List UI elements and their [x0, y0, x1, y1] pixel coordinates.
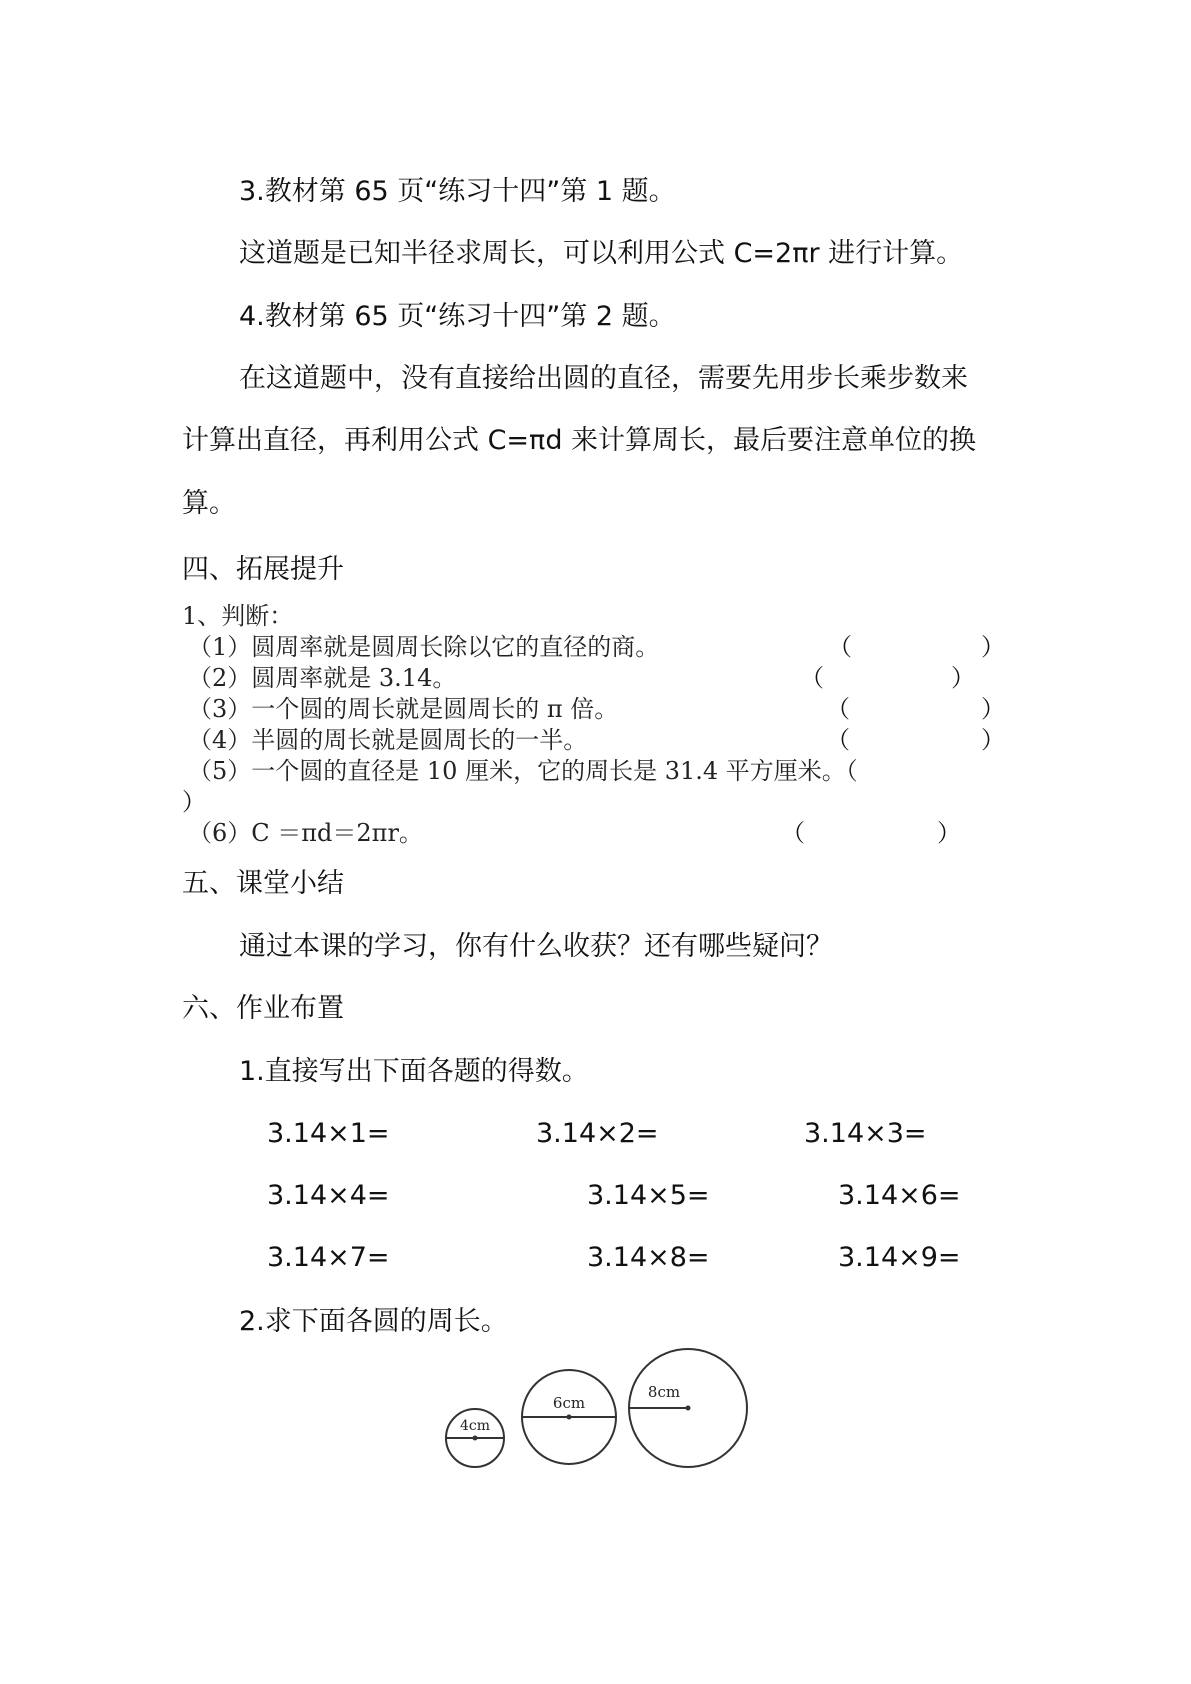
judge-item-4: （4）半圆的周长就是圆周长的一半。 [188, 726, 588, 754]
circle-large-label: 8cm [647, 1383, 681, 1401]
judge-item-4-close-paren: ） [981, 726, 1005, 754]
paragraph-3: 4.教材第 65 页“练习十四”第 2 题。 [239, 301, 676, 332]
judge-item-3-close-paren: ） [981, 695, 1005, 723]
calc-2: 3.14×2= [536, 1118, 659, 1149]
calc-9: 3.14×9= [838, 1242, 961, 1273]
section-4-heading: 四、拓展提升 [182, 554, 344, 585]
paragraph-4-line-2: 计算出直径，再利用公式 C=πd 来计算周长，最后要注意单位的换 [182, 425, 977, 456]
judge-item-2-close-paren: ） [951, 664, 975, 692]
judge-item-1-close-paren: ） [981, 633, 1005, 661]
calc-1: 3.14×1= [267, 1118, 390, 1149]
calc-3: 3.14×3= [804, 1118, 927, 1149]
calc-5: 3.14×5= [587, 1180, 710, 1211]
calc-8: 3.14×8= [587, 1242, 710, 1273]
circle-small-label: 4cm [459, 1418, 491, 1434]
judge-item-6: （6）C ＝πd＝2πr。 [188, 819, 423, 847]
judge-item-4-open-paren: （ [826, 726, 850, 754]
homework-task-2: 2.求下面各圆的周长。 [239, 1306, 508, 1337]
homework-task-1: 1.直接写出下面各题的得数。 [239, 1056, 589, 1087]
judge-item-1: （1）圆周率就是圆周长除以它的直径的商。 [188, 633, 660, 661]
circle-medium-label: 6cm [552, 1394, 586, 1412]
calc-4: 3.14×4= [267, 1180, 390, 1211]
judge-item-6-close-paren: ） [937, 819, 961, 847]
judge-item-2-open-paren: （ [800, 664, 824, 692]
circle-large [629, 1349, 747, 1467]
section-6-heading: 六、作业布置 [182, 993, 344, 1024]
judge-item-2: （2）圆周率就是 3.14。 [188, 664, 457, 692]
summary-text: 通过本课的学习，你有什么收获？还有哪些疑问？ [239, 931, 833, 962]
calc-7: 3.14×7= [267, 1242, 390, 1273]
section-5-heading: 五、课堂小结 [182, 868, 344, 899]
paragraph-4-line-3: 算。 [182, 488, 236, 519]
judge-item-5-close-paren: ） [182, 788, 206, 816]
judge-item-6-open-paren: （ [781, 819, 805, 847]
paragraph-2: 这道题是已知半径求周长，可以利用公式 C=2πr 进行计算。 [239, 238, 964, 269]
judge-item-5: （5）一个圆的直径是 10 厘米，它的周长是 31.4 平方厘米。（ [188, 757, 858, 785]
circle-small [446, 1409, 504, 1467]
judge-item-3-open-paren: （ [826, 695, 850, 723]
paragraph-4-line-1: 在这道题中，没有直接给出圆的直径，需要先用步长乘步数来 [239, 363, 968, 394]
paragraph-1: 3.教材第 65 页“练习十四”第 1 题。 [239, 176, 676, 207]
calc-6: 3.14×6= [838, 1180, 961, 1211]
judge-item-3: （3）一个圆的周长就是圆周长的 π 倍。 [188, 695, 619, 723]
judge-intro: 1、判断： [182, 602, 294, 630]
judge-item-1-open-paren: （ [828, 633, 852, 661]
circle-medium [522, 1370, 616, 1464]
